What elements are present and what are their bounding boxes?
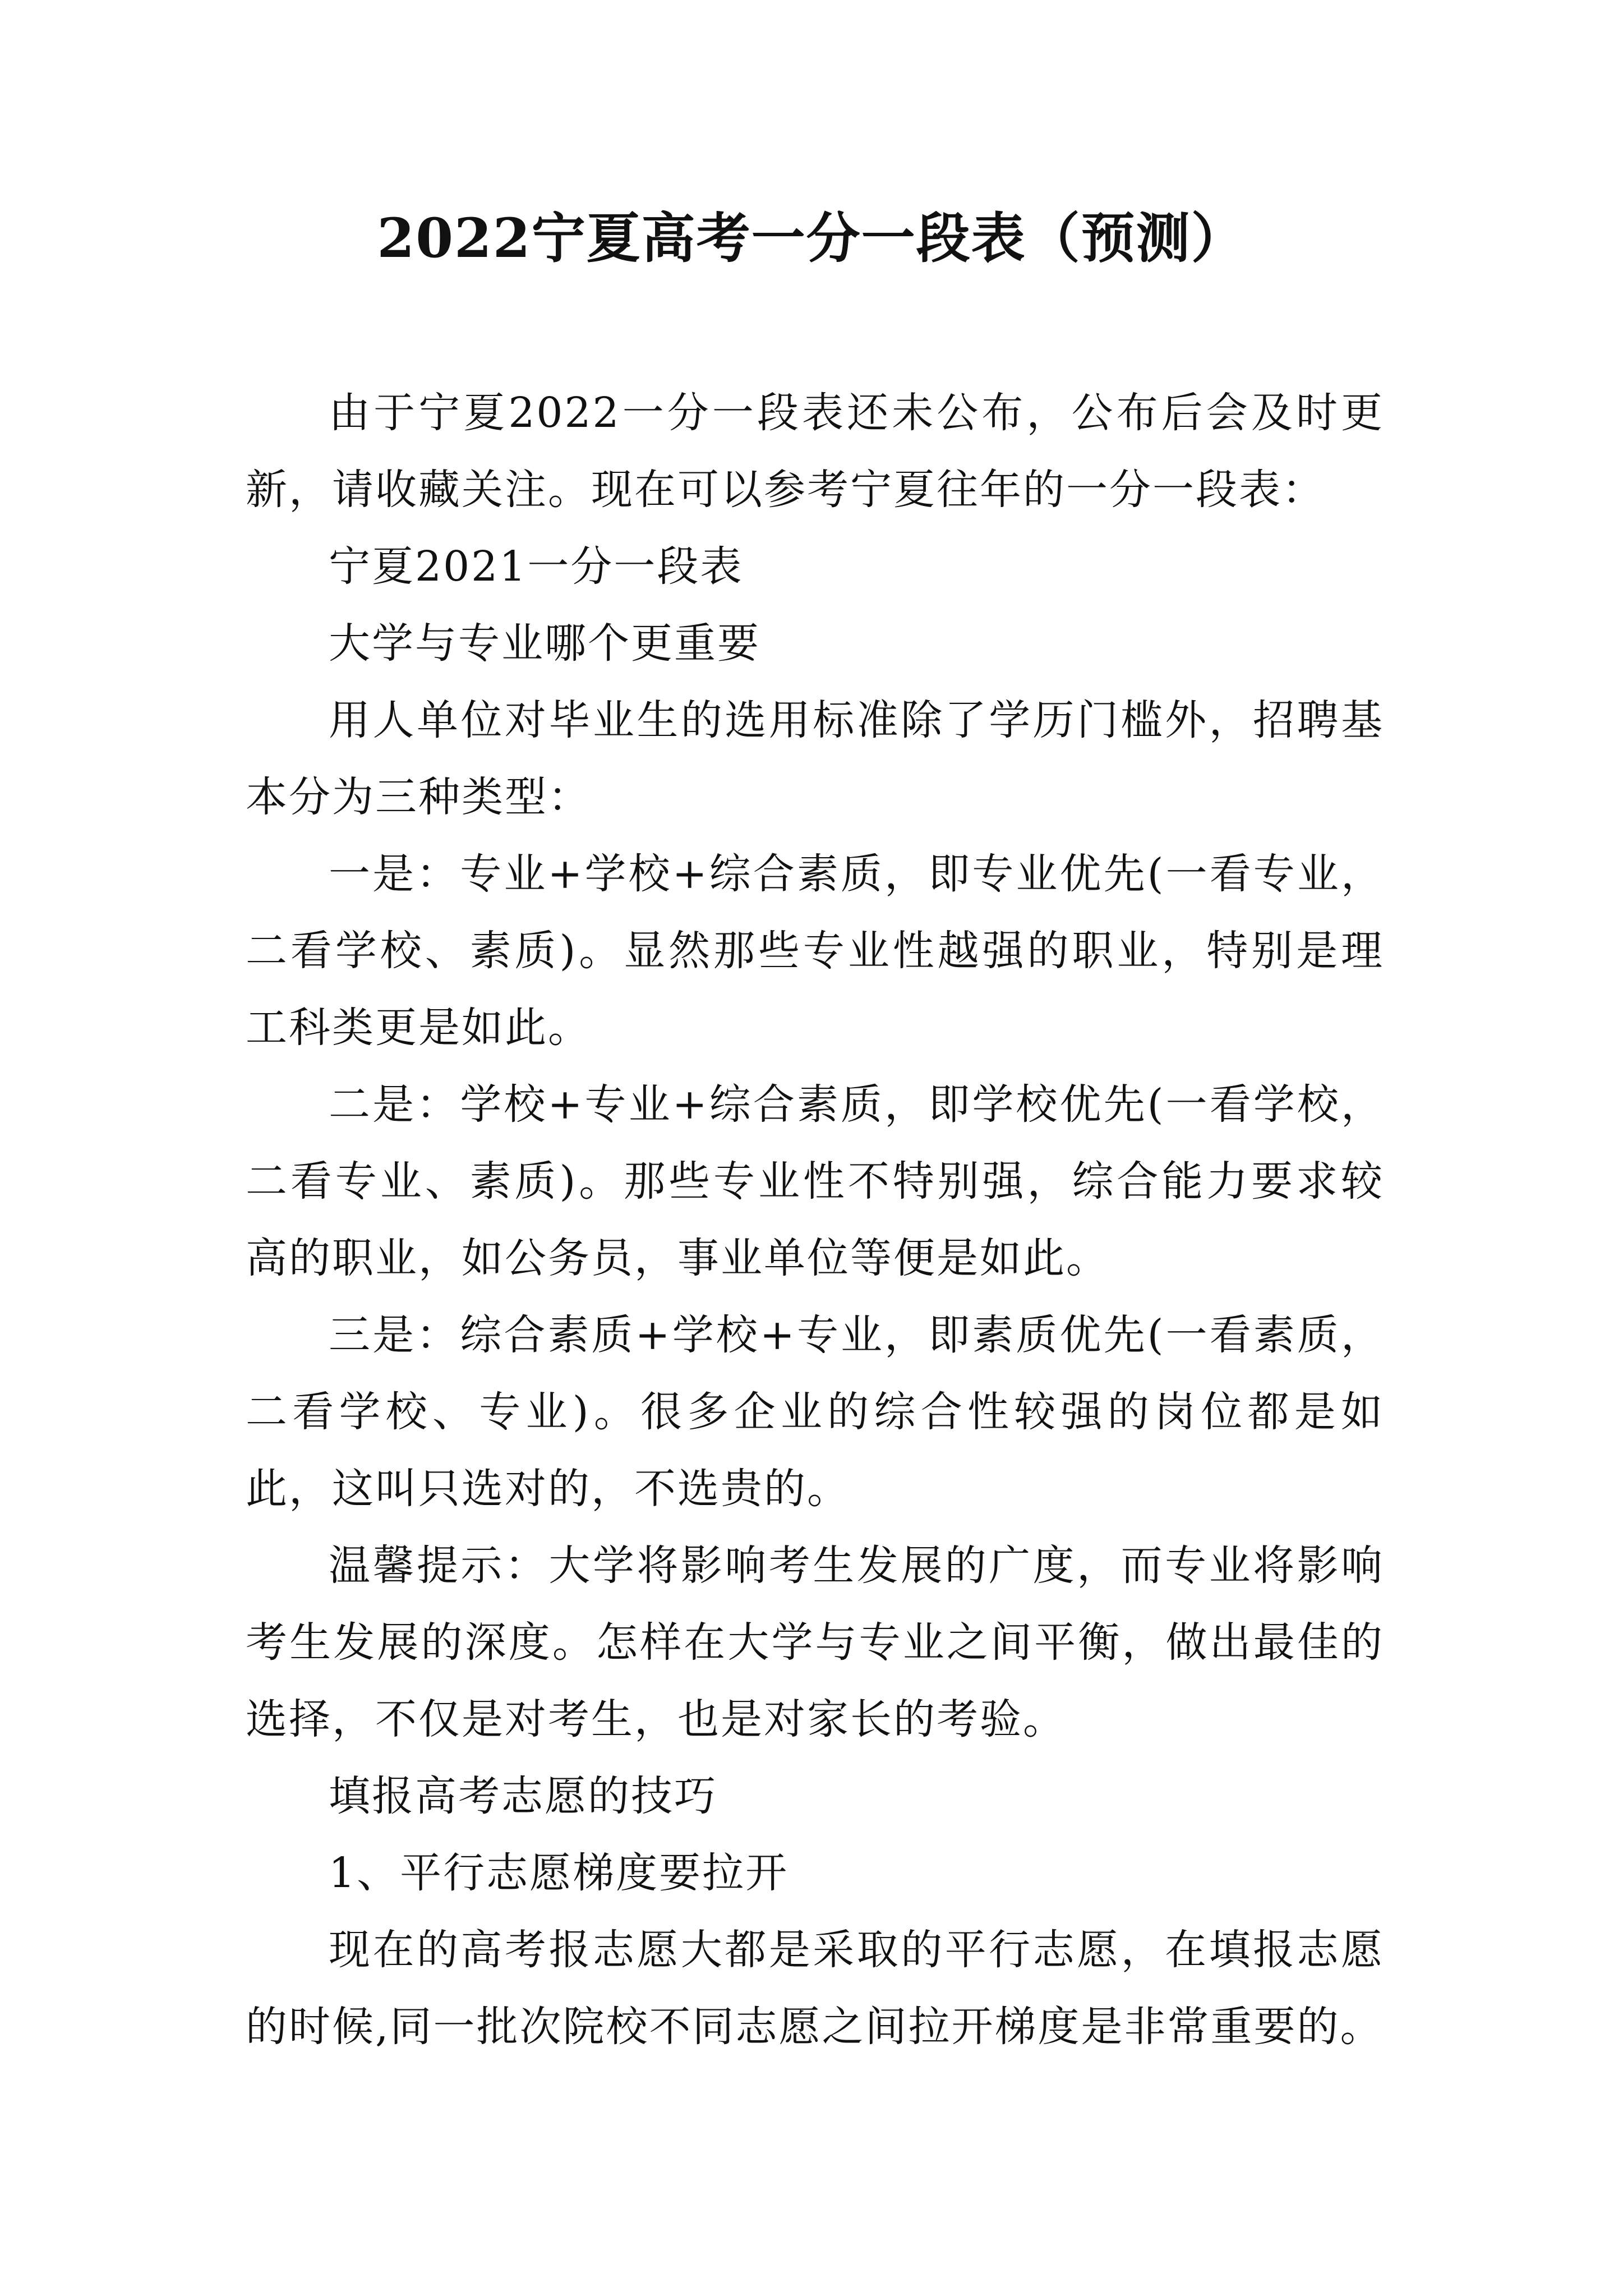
document-body: [246, 375, 1384, 2065]
section-heading-university-vs-major: 大学与专业哪个更重要: [329, 619, 760, 668]
paragraph-type-one: 一是：专业+学校+综合素质，即专业优先(一看专业，二看学校、素质)。显然那些专业性越强的职业，特别是理工科类更是如此。: [246, 850, 1384, 1052]
paragraph-tip: 温馨提示：大学将影响考生发展的广度，而专业将影响考生发展的深度。怎样在大学与专业之间平衡，做出最佳的选择，不仅是对考生，也是对家长的考验。: [246, 1542, 1384, 1743]
paragraph-2021-table: 宁夏2021一分一段表: [329, 542, 744, 591]
paragraph-type-two: 二是：学校+专业+综合素质，即学校优先(一看学校，二看专业、素质)。那些专业性不特别强，综合能力要求较高的职业，如公务员，事业单位等便是如此。: [246, 1080, 1384, 1282]
paragraph-parallel-explanation: 现在的高考报志愿大都是采取的平行志愿，在填报志愿的时候,同一批次院校不同志愿之间拉开梯度是非常重要的。: [246, 1926, 1384, 2051]
paragraph-type-three: 三是：综合素质+学校+专业，即素质优先(一看素质，二看学校、专业)。很多企业的综合性较强的岗位都是如此，这叫只选对的，不选贵的。: [246, 1311, 1384, 1513]
document-title: 2022宁夏高考一分一段表（预测）: [377, 206, 1246, 270]
paragraph-intro: 由于宁夏2022一分一段表还未公布，公布后会及时更新，请收藏关注。现在可以参考宁夏往年的一分一段表：: [246, 389, 1384, 514]
subheading-parallel-gradient: 1、平行志愿梯度要拉开: [329, 1849, 789, 1897]
paragraph-employer-criteria: 用人单位对毕业生的选用标准除了学历门槛外，招聘基本分为三种类型：: [246, 696, 1384, 821]
section-heading-application-tips: 填报高考志愿的技巧: [329, 1772, 717, 1820]
